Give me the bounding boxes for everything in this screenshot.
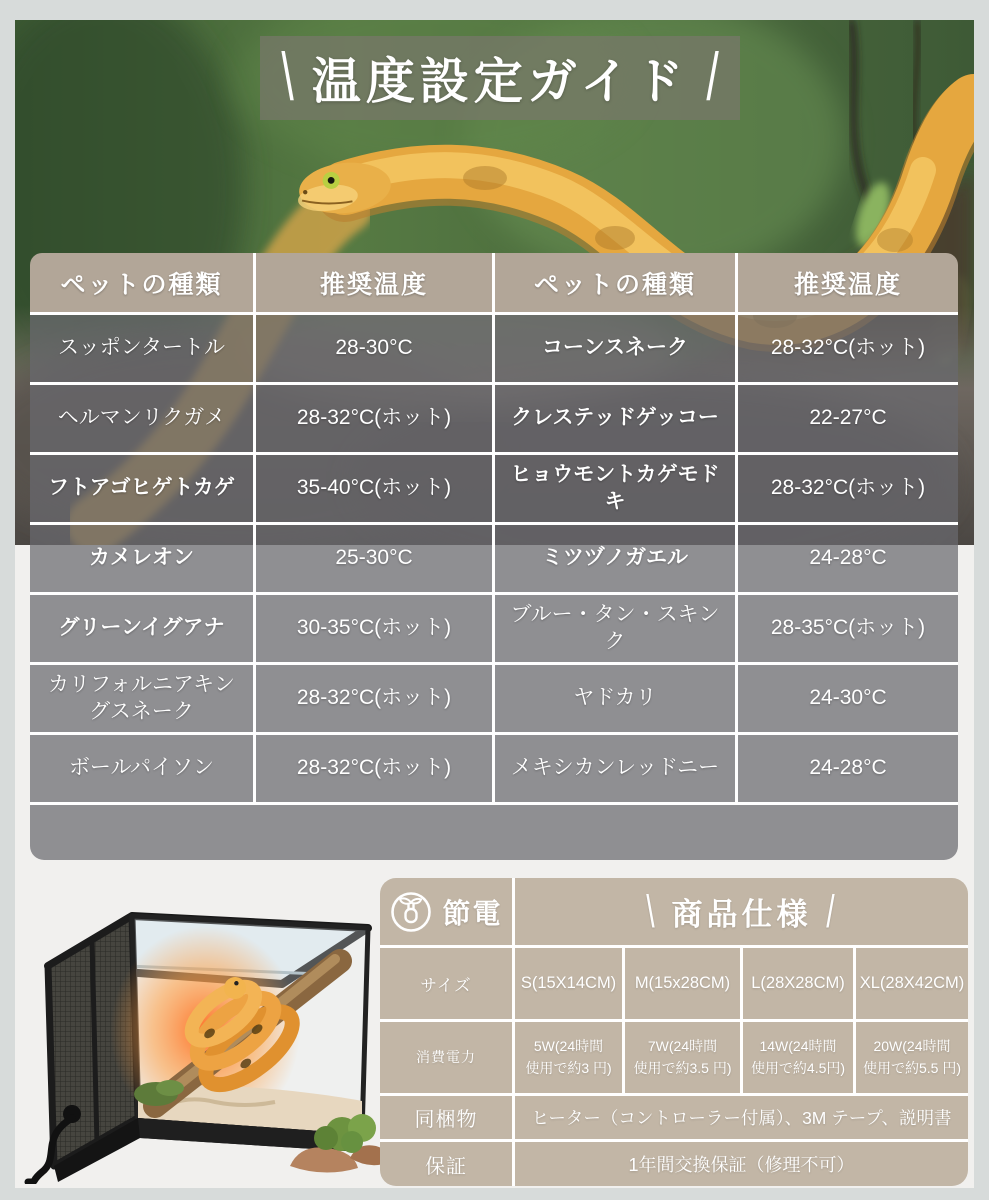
power-line: 20W(24時間 xyxy=(873,1037,951,1054)
page-title: 温度設定ガイド xyxy=(311,55,689,109)
tank-front-glass xyxy=(110,916,368,1136)
pet-name: フトアゴヒゲトカゲ xyxy=(30,455,256,525)
power-saving-badge xyxy=(380,878,515,948)
power-saving-icon xyxy=(389,890,433,934)
title-left-slash: \ xyxy=(280,40,294,115)
spec-power-20w xyxy=(856,1022,968,1096)
power-line: 使用で約5.5 円) xyxy=(862,1059,961,1076)
spec-warranty-label: 保証 xyxy=(380,1142,515,1186)
spec-size-s: S(15X14CM) xyxy=(515,948,625,1022)
pet-name: クレステッドゲッコー xyxy=(495,385,738,455)
pet-temp: 24-30°C xyxy=(738,665,958,735)
spec-size-xl: XL(28X42CM) xyxy=(856,948,968,1022)
pet-temp: 22-27°C xyxy=(738,385,958,455)
pet-temp: 30-35°C(ホット) xyxy=(256,595,495,665)
pet-name: ヒョウモントカゲモドキ xyxy=(495,455,738,525)
power-line: 14W(24時間 xyxy=(759,1037,837,1054)
page-title-band xyxy=(260,36,740,120)
title-right-slash: / xyxy=(706,40,720,115)
power-saving-label: 節電 xyxy=(442,897,503,929)
pet-temp: 28-32°C(ホット) xyxy=(256,385,495,455)
power-line: 7W(24時間 xyxy=(647,1037,718,1054)
guide-header-temp-2: 推奨温度 xyxy=(738,253,958,315)
pet-name: ボールパイソン xyxy=(30,735,256,805)
pet-temp: 24-28°C xyxy=(738,735,958,805)
pet-temp: 25-30°C xyxy=(256,525,495,595)
pet-temp: 35-40°C(ホット) xyxy=(256,455,495,525)
spec-warranty-value: 1年間交換保証（修理不可） xyxy=(628,1155,855,1175)
pet-temp: 28-32°C(ホット) xyxy=(738,455,958,525)
spec-title-cell xyxy=(515,878,968,948)
spec-power-label: 消費電力 xyxy=(380,1022,515,1096)
pet-name: ミツヅノガエル xyxy=(495,525,738,595)
spec-power-7w xyxy=(625,1022,743,1096)
pet-name: ブルー・タン・スキンク xyxy=(495,595,738,665)
guide-table-footer-band xyxy=(30,805,958,860)
pet-temp: 24-28°C xyxy=(738,525,958,595)
spec-title-right-slash: / xyxy=(825,885,837,937)
power-line: 使用で約4.5円) xyxy=(750,1059,846,1076)
pet-name: カメレオン xyxy=(30,525,256,595)
pet-temp: 28-32°C(ホット) xyxy=(738,315,958,385)
pet-name: コーンスネーク xyxy=(495,315,738,385)
power-line: 使用で約3 円) xyxy=(525,1059,612,1076)
spec-size-m: M(15x28CM) xyxy=(625,948,743,1022)
power-line: 5W(24時間 xyxy=(533,1037,604,1054)
spec-title: 商品仕様 xyxy=(671,897,812,932)
pet-temp: 28-35°C(ホット) xyxy=(738,595,958,665)
spec-size-l: L(28X28CM) xyxy=(743,948,856,1022)
pet-name: メキシカンレッドニー xyxy=(495,735,738,805)
pet-name: ヤドカリ xyxy=(495,665,738,735)
guide-header-pet-type-1: ペットの種類 xyxy=(30,253,256,315)
pet-temp: 28-32°C(ホット) xyxy=(256,665,495,735)
pet-temp: 28-32°C(ホット) xyxy=(256,735,495,805)
product-spec-table xyxy=(380,878,968,1186)
terrarium-product-image xyxy=(20,866,392,1184)
temperature-guide-table xyxy=(30,253,958,860)
spec-power-14w xyxy=(743,1022,856,1096)
content-area xyxy=(15,20,974,1188)
power-line: 使用で約3.5 円) xyxy=(633,1059,732,1076)
spec-size-label: サイズ xyxy=(380,948,515,1022)
guide-header-temp-1: 推奨温度 xyxy=(256,253,495,315)
guide-header-pet-type-2: ペットの種類 xyxy=(495,253,738,315)
spec-title-left-slash: \ xyxy=(646,885,658,937)
pet-temp: 28-30°C xyxy=(256,315,495,385)
pet-name: グリーンイグアナ xyxy=(30,595,256,665)
pet-name: スッポンタートル xyxy=(30,315,256,385)
spec-included-label: 同梱物 xyxy=(380,1096,515,1142)
pet-name: ヘルマンリクガメ xyxy=(30,385,256,455)
spec-power-5w xyxy=(515,1022,625,1096)
spec-included-value: ヒーター（コントローラー付属）、3M テープ、説明書 xyxy=(515,1096,968,1142)
pet-name: カリフォルニアキングスネーク xyxy=(30,665,256,735)
